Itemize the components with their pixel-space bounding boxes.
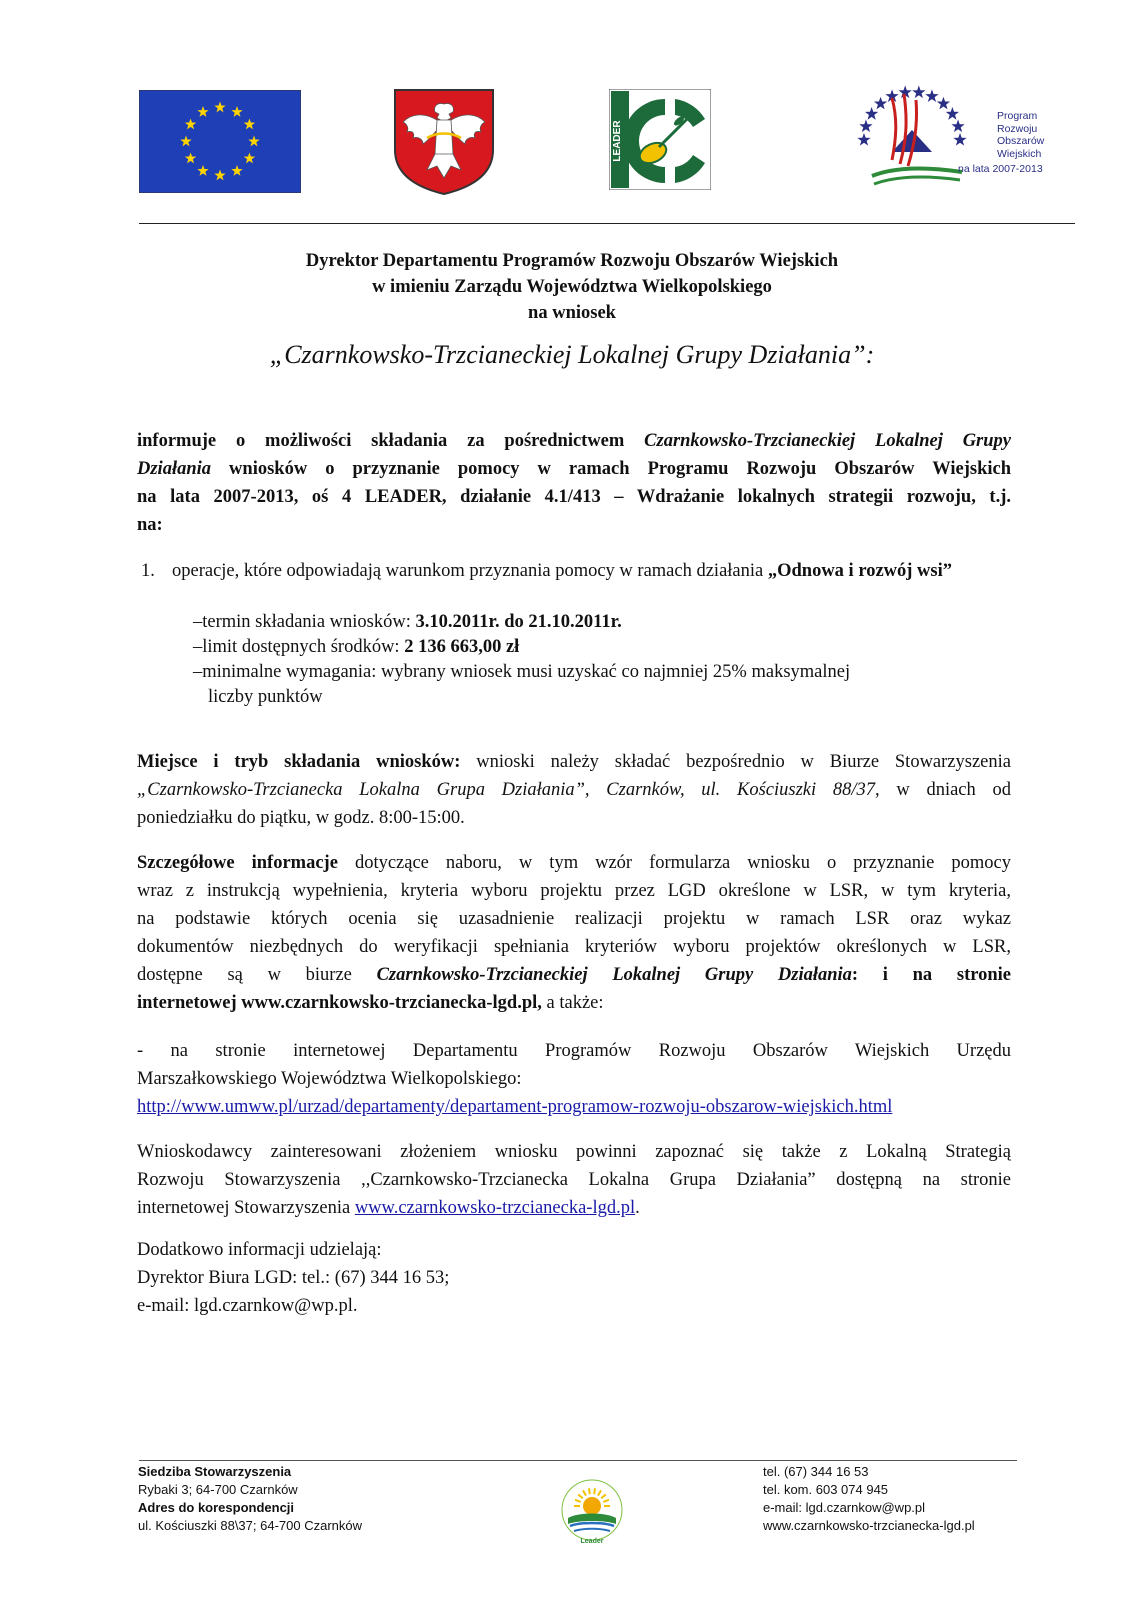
prow-star-icon <box>946 107 959 120</box>
prow-star-icon <box>859 119 872 132</box>
prow-star-icon <box>865 107 878 120</box>
footer-contact: tel. (67) 344 16 53 tel. kom. 603 074 945 e-mail: lgd.czarnkow@wp.pl www.czarnkowsko-trzcianecka-lgd.pl <box>763 1464 975 1533</box>
header-line-3: na wniosek <box>528 303 616 323</box>
header-line-2: w imieniu Zarządu Województwa Wielkopolskiego <box>372 277 772 297</box>
prow-star-icon <box>925 89 938 102</box>
department-paragraph: - na stronie internetowej Departamentu Programów Rozwoju Obszarów Wiejskich Urzędu Marszałkowskiego Województwa Wielkopolskiego: http://www.umww.pl/urzad/departamenty/departament-programow-rozwoju-obszarow-wiejskich.html <box>137 1041 1011 1117</box>
sun-ray-icon <box>603 1500 609 1502</box>
sun-ray-icon <box>589 1488 590 1494</box>
header-line-1: Dyrektor Departamentu Programów Rozwoju Obszarów Wiejskich <box>305 251 839 271</box>
organization-title: „Czarnkowsko-Trzcianeckiej Lokalnej Grupy Działania”: <box>269 340 875 369</box>
prow-name-text: Program Rozwoju Obszarów Wiejskich <box>997 110 1045 160</box>
sun-ray-icon <box>594 1488 595 1494</box>
sun-ray-icon <box>598 1490 601 1495</box>
contact-paragraph: Dodatkowo informacji udzielają: Dyrektor Biura LGD: tel.: (67) 344 16 53; e-mail: lgd.czarnkow@wp.pl. <box>137 1240 450 1316</box>
prow-star-icon <box>937 97 950 110</box>
prow-years-text: na lata 2007-2013 <box>958 163 1043 175</box>
wielkopolska-crest-logo <box>393 88 495 196</box>
prow-star-icon <box>951 119 964 132</box>
prow-star-icon <box>857 133 870 146</box>
svg-text:Leader: Leader <box>580 1538 604 1545</box>
footer-divider <box>139 1460 1017 1461</box>
department-url-link[interactable]: http://www.umww.pl/urzad/departamenty/departament-programow-rozwoju-obszarow-wiejskich.html <box>137 1097 893 1117</box>
deadline-item: –termin składania wniosków: 3.10.2011r. do 21.10.2011r. <box>193 612 622 632</box>
list-item: operacje, które odpowiadają warunkom przyznania pomocy w ramach działania „Odnowa i rozwój wsi” <box>172 561 953 581</box>
prow-star-icon <box>912 85 925 98</box>
limit-item: –limit dostępnych środków: 2 136 663,00 zł <box>193 637 520 657</box>
lgd-website-link[interactable]: www.czarnkowsko-trzcianecka-lgd.pl <box>354 1198 636 1218</box>
prow-star-icon <box>953 133 966 146</box>
submission-place-paragraph: Miejsce i tryb składania wniosków: wnioski należy składać bezpośrednio w Biurze Stowarzyszenia „Czarnkowsko-Trzcianecka Lokalna Grupa Działania”, Czarnków, ul. Kościuszki 88/37, w dniach od poniedziałku do piątku, w godz. 8:00-15:00. <box>137 752 1011 828</box>
details-paragraph: Szczegółowe informacje dotyczące naboru, w tym wzór formularza wniosku o przyznanie pomocy wraz z instrukcją wypełnienia, kryteria wyboru projektu przez LGD określone w LSR, w tym kryteria, na podstawie których ocenia się uzasadnienie realizacji projektu w ramach LSR oraz wykaz dokumentów niezbędnych do weryfikacji spełniania kryteriów wyboru projektów określonych w LSR, dostępne są w biurze Czarnkowsko-Trzcianeckiej Lokalnej Grupy Działania: i na stronie internetowej www.czarnkowsko-trzcianecka-lgd.pl, a także: <box>137 853 1012 1013</box>
applicants-paragraph: Wnioskodawcy zainteresowani złożeniem wniosku powinni zapoznać się także z Lokalną Strategią Rozwoju Stowarzyszenia ,,Czarnkowsko-Trzcianecka Lokalna Grupa Działania” dostępną na stronie internetowej Stowarzyszenia www.czarnkowsko-trzcianecka-lgd.pl. <box>137 1142 1011 1218</box>
prow-star-icon <box>874 97 887 110</box>
intro-paragraph: informuje o możliwości składania za pośrednictwem Czarnkowsko-Trzcianeckiej Lokalnej Grupy Działania wniosków o przyznanie pomocy w ramach Programu Rozwoju Obszarów Wiejskich na lata 2007-2013, oś 4 LEADER, działanie 4.1/413 – Wdrażanie lokalnych strategii rozwoju, t.j. na: <box>137 431 1012 535</box>
sun-ray-icon <box>578 1494 583 1498</box>
header-divider <box>139 223 1075 224</box>
sun-ray-icon <box>601 1494 606 1498</box>
sun-ray-icon <box>575 1500 581 1502</box>
lgd-leader-logo <box>554 1476 630 1548</box>
sun-ray-icon <box>583 1490 586 1495</box>
eu-flag-logo <box>139 90 301 193</box>
list-number: 1. <box>141 561 155 581</box>
footer-address: Siedziba Stowarzyszenia Rybaki 3; 64-700 Czarnków Adres do korespondencji ul. Kościuszki 88\37; 64-700 Czarnków <box>138 1464 363 1533</box>
leader-logo <box>609 89 711 190</box>
min-requirements-item: –minimalne wymagania: wybrany wniosek musi uzyskać co najmniej 25% maksymalnej <box>193 662 851 682</box>
min-requirements-continued: liczby punktów <box>208 687 323 707</box>
svg-text:LEADER: LEADER <box>612 120 623 162</box>
